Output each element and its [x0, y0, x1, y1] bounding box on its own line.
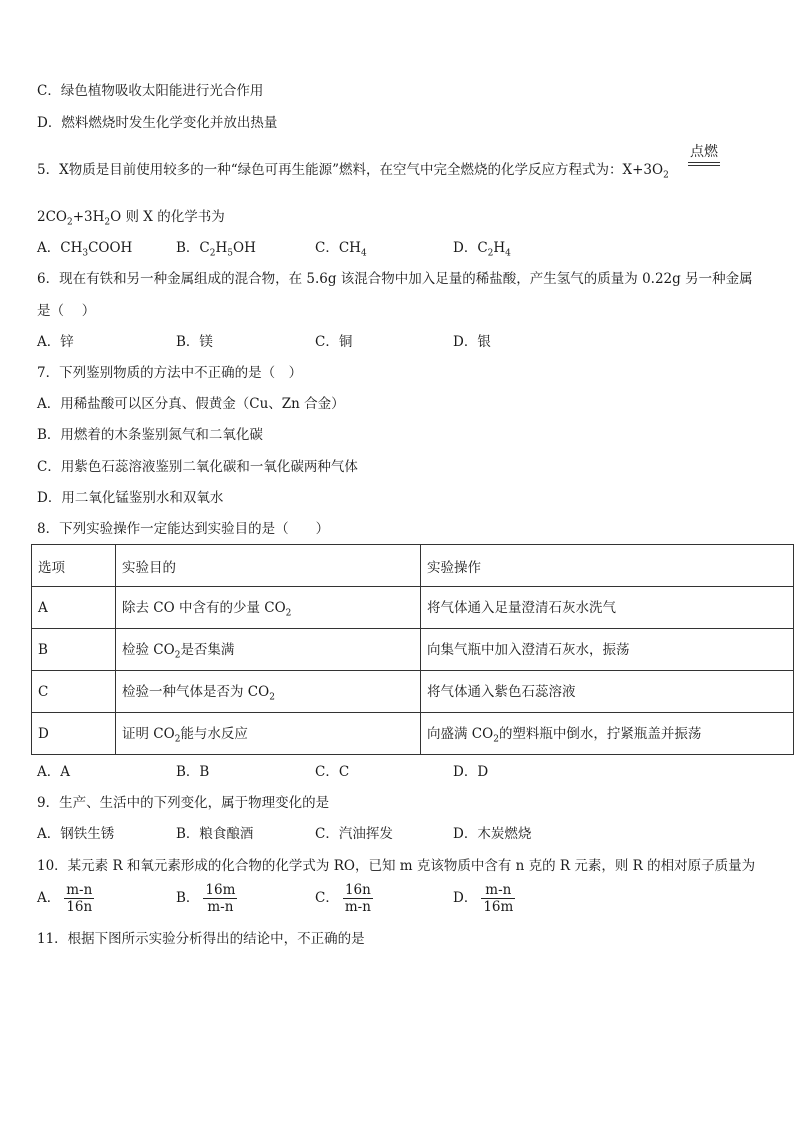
- question-10-option-c: C． $\frac{16n}{m-n}$: [315, 882, 371, 915]
- header-option: 选项: [32, 545, 116, 587]
- table-header-row: [32, 545, 794, 587]
- question-9-option-d: D．木炭燃烧: [453, 826, 532, 842]
- question-8-option-a: A．A: [37, 764, 70, 780]
- question-7-option-c: C．用紫色石蕊溶液鉴别二氧化碳和一氧化碳两种气体: [37, 459, 358, 475]
- question-6-stem: 6．现在有铁和另一种金属组成的混合物，在 5.6g 该混合物中加入足量的稀盐酸，产生氢气的质量为 0.22g 另一种金属: [37, 271, 753, 287]
- question-8-option-c: C．C: [315, 764, 350, 780]
- question-6-option-b: B．镁: [176, 334, 213, 350]
- question-5-option-d: D．$C_2H_4$: [453, 240, 511, 259]
- question-8-stem: 8．下列实验操作一定能达到实验目的是（ ）: [37, 521, 330, 537]
- fraction: $\frac{16n}{m-n}$: [344, 882, 371, 915]
- table-row: [32, 587, 794, 629]
- row-operation: 将气体通入足量澄清石灰水洗气: [421, 587, 794, 629]
- row-option: C: [32, 671, 116, 713]
- question-9-option-b: B．粮食酿酒: [176, 826, 254, 842]
- question-7-option-b: B．用燃着的木条鉴别氮气和二氧化碳: [37, 427, 263, 443]
- question-10-stem: 10．某元素 R 和氧元素形成的化合物的化学式为 RO，已知 m 克该物质中含有 n 克的 R 元素，则 R 的相对原子质量为: [37, 858, 756, 874]
- row-option: B: [32, 629, 116, 671]
- header-operation: 实验操作: [421, 545, 794, 587]
- question-9-stem: 9．生产、生活中的下列变化，属于物理变化的是: [37, 795, 330, 811]
- question-4-option-c: C．绿色植物吸收太阳能进行光合作用: [37, 83, 264, 99]
- question-5-stem: 5．X物质是目前使用较多的一种“绿色可再生能源”燃料，在空气中完全燃烧的化学反应方程式为：$X+3O_2$: [37, 162, 669, 181]
- question-5-option-c: C．$CH_4$: [315, 240, 367, 259]
- question-6-option-a: A．锌: [37, 334, 74, 350]
- question-11-stem: 11．根据下图所示实验分析得出的结论中，不正确的是: [37, 931, 365, 947]
- question-4-option-d: D．燃料燃烧时发生化学变化并放出热量: [37, 115, 278, 131]
- question-5-option-a: A．$CH_3COOH$: [37, 240, 133, 259]
- question-5-option-b: B．$C_2H_5OH$: [176, 240, 256, 259]
- fraction: $\frac{16m}{m-n}$: [205, 882, 236, 915]
- row-operation: 向集气瓶中加入澄清石灰水，振荡: [421, 629, 794, 671]
- reaction-condition: [688, 144, 720, 166]
- question-6-option-c: C．铜: [315, 334, 353, 350]
- header-purpose: 实验目的: [116, 545, 421, 587]
- question-6-option-d: D．银: [453, 334, 491, 350]
- question-7-option-d: D．用二氧化锰鉴别水和双氧水: [37, 490, 224, 506]
- row-option: A: [32, 587, 116, 629]
- question-10-option-a: A． $\frac{m-n}{16n}$: [37, 882, 93, 915]
- question-5-stem-continued: $2CO_2+3H_2O$ 则 X 的化学书为: [37, 209, 225, 228]
- question-7-option-a: A．用稀盐酸可以区分真、假黄金（Cu、Zn 合金）: [37, 396, 345, 412]
- row-operation: 将气体通入紫色石蕊溶液: [421, 671, 794, 713]
- condition-label: 点燃: [690, 144, 718, 160]
- row-operation: 向盛满 $CO_2$的塑料瓶中倒水，拧紧瓶盖并振荡: [421, 713, 794, 755]
- fraction: $\frac{m-n}{16m}$: [483, 882, 514, 915]
- question-9-option-c: C．汽油挥发: [315, 826, 393, 842]
- row-purpose: 检验一种气体是否为 $CO_2$: [116, 671, 421, 713]
- question-10-option-b: B． $\frac{16m}{m-n}$: [176, 882, 236, 915]
- experiment-table: [31, 544, 794, 755]
- equals-sign: [688, 162, 720, 166]
- question-10-option-d: D． $\frac{m-n}{16m}$: [453, 882, 514, 915]
- row-purpose: 证明 $CO_2$能与水反应: [116, 713, 421, 755]
- question-6-stem-continued: 是（ ）: [37, 303, 96, 319]
- question-7-stem: 7．下列鉴别物质的方法中不正确的是（ ）: [37, 365, 303, 381]
- question-8-option-b: B．B: [176, 764, 210, 780]
- table-row: [32, 629, 794, 671]
- fraction: $\frac{m-n}{16n}$: [66, 882, 93, 915]
- table-row: [32, 671, 794, 713]
- question-8-option-d: D．D: [453, 764, 489, 780]
- row-option: D: [32, 713, 116, 755]
- row-purpose: 检验 $CO_2$是否集满: [116, 629, 421, 671]
- question-9-option-a: A．钢铁生锈: [37, 826, 115, 842]
- row-purpose: 除去 CO 中含有的少量 $CO_2$: [116, 587, 421, 629]
- table-row: [32, 713, 794, 755]
